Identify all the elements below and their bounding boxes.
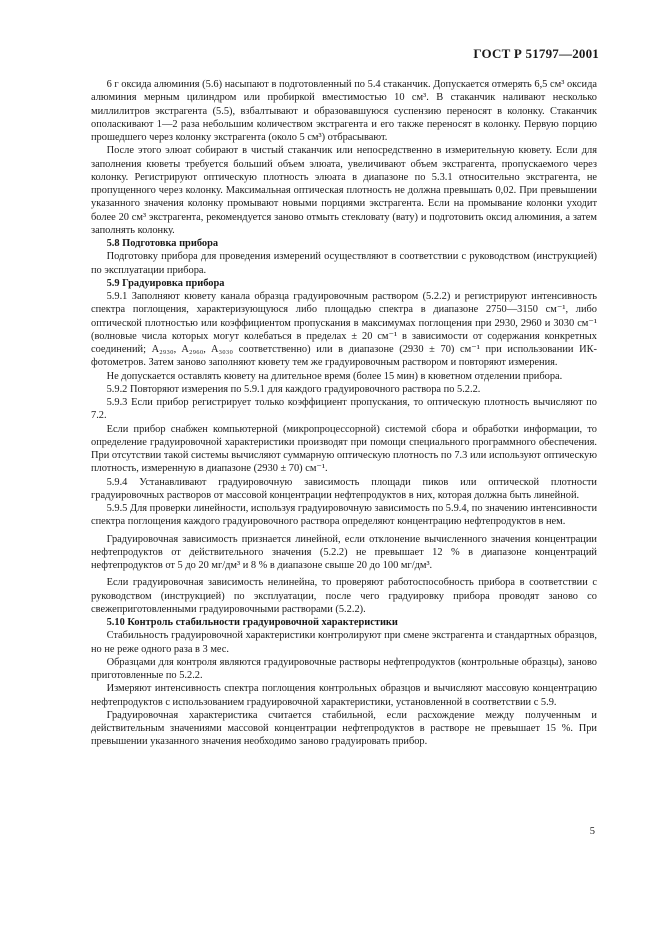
section-heading-5-8: 5.8 Подготовка прибора [106,238,219,249]
body-text [91,78,597,749]
standard-id-header: ГОСТ Р 51797—2001 [473,46,599,61]
page-number: 5 [589,826,595,837]
paragraph: После этого элюат собирают в чистый стаканчик или непосредственно в измерительную кювету. Если для заполнения кюветы требуется больший объем элюата, увеличивают объем экстрагента, пропускаемого через колонку. Регистрируют оптическую плотность элюата в диапазоне по 5.3.1 относительно экстрагента, не пропущенного через колонку. Максимальная оптическая плотность не должна превышать 0,02. При превышении указанного значения колонку промывают новыми порциями экстрагента. Если на промывание колонки уходит более 20 см³ экстрагента, рекомендуется заново отмыть стекловату (вату) и подготовить оксид алюминия, а затем заполнять колонку. [91,145,597,236]
paragraph: 5.9.3 Если прибор регистрирует только коэффициент пропускания, то оптическую плотность вычисляют по 7.2. [91,397,597,422]
paragraph: Стабильность градуировочной характеристики контролируют при смене экстрагента и стандартных образцов, но не реже одного раза в 3 мес. [91,630,597,655]
paragraph: Градуировочная характеристика считается стабильной, если расхождение между полученным и действительным значениями массовой концентрации нефтепродуктов в растворе не превышает 15 %. При превышении указанного значения необходимо заново градуировать прибор. [91,709,597,748]
paragraph: Не допускается оставлять кювету на длительное время (более 15 мин) в кюветном отделении прибора. [106,370,563,382]
section-heading-5-10: 5.10 Контроль стабильности градуировочной характеристики [106,617,398,628]
paragraph: 6 г оксида алюминия (5.6) насыпают в подготовленный по 5.4 стаканчик. Допускается отмерять 6,5 см³ оксида алюминия мерным цилиндром или пробиркой вместимостью 10 см³. В стаканчик наливают несколько миллилитров экстрагента (5.5), взбалтывают и образовавшуюся суспензию переносят в колонку. Стаканчик ополаскивают 1—2 раза небольшим количеством экстрагента и его также переносят в колонку. Первую порцию прошедшего через колонку экстрагента (около 5 см³) отбрасывают. [91,79,597,143]
paragraph: Градуировочная зависимость признается линейной, если отклонение вычисленного значения концентрации нефтепродуктов от действительного значения (5.2.2) не превышает 12 % в диапазоне концентраций нефтепродуктов от 5 до 20 мг/дм³ и 8 % в диапазоне свыше 20 до 100 мг/дм³. [91,533,597,571]
paragraph: 5.9.1 Заполняют кювету канала образца градуировочным раствором (5.2.2) и регистрируют интенсивность спектра поглощения, характеризующуюся либо площадью спектра в диапазоне 2750—3150 см⁻¹, либо оптической плотностью или коэффициентом пропускания в максимумах поглощения при 2930, 2960 и 3030 см⁻¹ (волновые числа которых могут колебаться в пределах ± 20 см⁻¹ в зависимости от содержания конкретных соединений; A₂₉₃₀, A₂₉₆₀, A₃₀₃₀ соответственно) или в диапазоне (2930 ± 70) см⁻¹ при использовании ИК-фотометров. Затем заново заполняют кювету тем же градуировочным раствором и повторяют измерения. [91,291,597,369]
paragraph: Измеряют интенсивность спектра поглощения контрольных образцов и вычисляют массовую концентрацию нефтепродуктов с использованием градуировочной характеристики, установленной в соответствии с 5.9. [91,683,597,708]
paragraph: 5.9.4 Устанавливают градуировочную зависимость площади пиков или оптической плотности градуировочных растворов от массовой концентрации нефтепродуктов в них, которая должна быть линейной. [91,476,597,501]
paragraph: Если прибор снабжен компьютерной (микропроцессорной) системой сбора и обработки информации, то определение градуировочной характеристики производят при помощи специального программного обеспечения. При отсутствии такой системы вычисляют суммарную оптическую плотность по 7.3 или используют оптическую плотность, измеренную в диапазоне (2930 ± 70) см⁻¹. [91,423,597,475]
section-heading-5-9: 5.9 Градуировка прибора [106,277,225,289]
paragraph: 5.9.5 Для проверки линейности, используя градуировочную зависимость по 5.9.4, по значению интенсивности спектра поглощения каждого градуировочного раствора определяют концентрацию нефтепродуктов в нем. [91,503,597,528]
paragraph: 5.9.2 Повторяют измерения по 5.9.1 для каждого градуировочного раствора по 5.2.2. [106,383,481,395]
paragraph: Если градуировочная зависимость нелинейна, то проверяют работоспособность прибора в соответствии с руководством (инструкцией) по эксплуатации, после чего градуировку прибора проводят заново со свежеприготовленными градуировочными растворами (5.2.2). [91,577,597,615]
paragraph: Подготовку прибора для проведения измерений осуществляют в соответствии с руководством (инструкцией) по эксплуатации прибора. [91,251,597,276]
paragraph: Образцами для контроля являются градуировочные растворы нефтепродуктов (контрольные образцы), заново приготовленные по 5.2.2. [91,656,597,681]
